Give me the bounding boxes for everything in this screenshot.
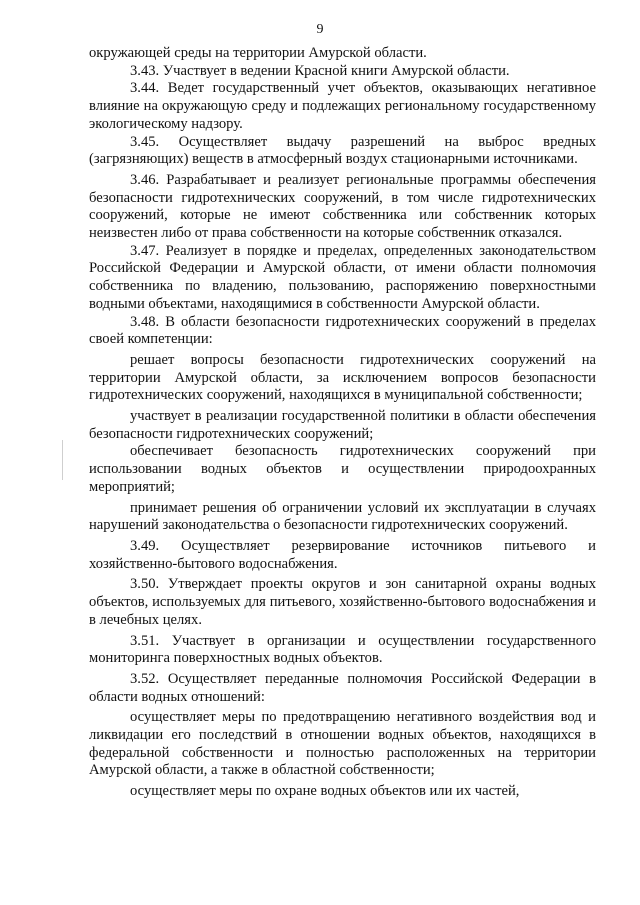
list-item: осуществляет меры по охране водных объектов или их частей, <box>130 783 520 800</box>
paragraph-3-44: 3.44. Ведет государственный учет объектов, оказывающих негативное влияние на окружающую среду и подлежащих региональному государственному экологическому надзору. <box>89 80 596 132</box>
list-item: осуществляет меры по предотвращению негативного воздействия вод и ликвидации его последствий в отношении водных объектов, находящихся в федеральной собственности и полностью расположенных на территории Амурской области, а также в областной собственности; <box>89 709 596 779</box>
list-item: участвует в реализации государственной политики в области обеспечения безопасности гидротехнических сооружений; <box>89 408 596 442</box>
paragraph-3-47: 3.47. Реализует в порядке и пределах, определенных законодательством Российской Федерации и Амурской области, от имени области полномочия собственника по владению, пользованию, распоряжению поверхностными водными объектами, находящимися в собственности Амурской области. <box>89 242 596 312</box>
paragraph-3-48: 3.48. В области безопасности гидротехнических сооружений в пределах своей компетенции: <box>89 313 596 348</box>
paragraph-3-51: 3.51. Участвует в организации и осуществлении государственного мониторинга поверхностных водных объектов. <box>89 632 596 667</box>
paragraph-3-46: 3.46. Разрабатывает и реализует региональные программы обеспечения безопасности гидротехнических сооружений, в том числе гидротехнических сооружений, которые не имеют собственника или собственник которых неизвестен либо от права собственности на которые собственник отказался. <box>89 171 596 242</box>
list-item: принимает решения об ограничении условий их эксплуатации в случаях нарушений законодательства о безопасности гидротехнических сооружений. <box>89 499 596 534</box>
paragraph-3-52: 3.52. Осуществляет переданные полномочия Российской Федерации в области водных отношений: <box>89 670 596 705</box>
paragraph-3-50: 3.50. Утверждает проекты округов и зон санитарной охраны водных объектов, используемых для питьевого, хозяйственно-бытового водоснабжения и в лечебных целях. <box>89 576 596 628</box>
paragraph-3-45: 3.45. Осуществляет выдачу разрешений на выброс вредных (загрязняющих) веществ в атмосферный воздух стационарными источниками. <box>89 133 596 168</box>
document-body <box>89 45 596 801</box>
paragraph-3-43: 3.43. Участвует в ведении Красной книги Амурской области. <box>130 62 510 79</box>
list-item: решает вопросы безопасности гидротехнических сооружений на территории Амурской области, за исключением вопросов безопасности гидротехнических сооружений, находящихся в муниципальной собственности; <box>89 351 596 404</box>
page-number: 9 <box>316 22 324 37</box>
paragraph-continuation: окружающей среды на территории Амурской области. <box>89 45 427 61</box>
margin-mark <box>62 440 63 480</box>
list-item: обеспечивает безопасность гидротехнических сооружений при использовании водных объектов и осуществлении природоохранных мероприятий; <box>89 443 596 495</box>
paragraph-3-49: 3.49. Осуществляет резервирование источников питьевого и хозяйственно-бытового водоснабжения. <box>89 537 596 572</box>
